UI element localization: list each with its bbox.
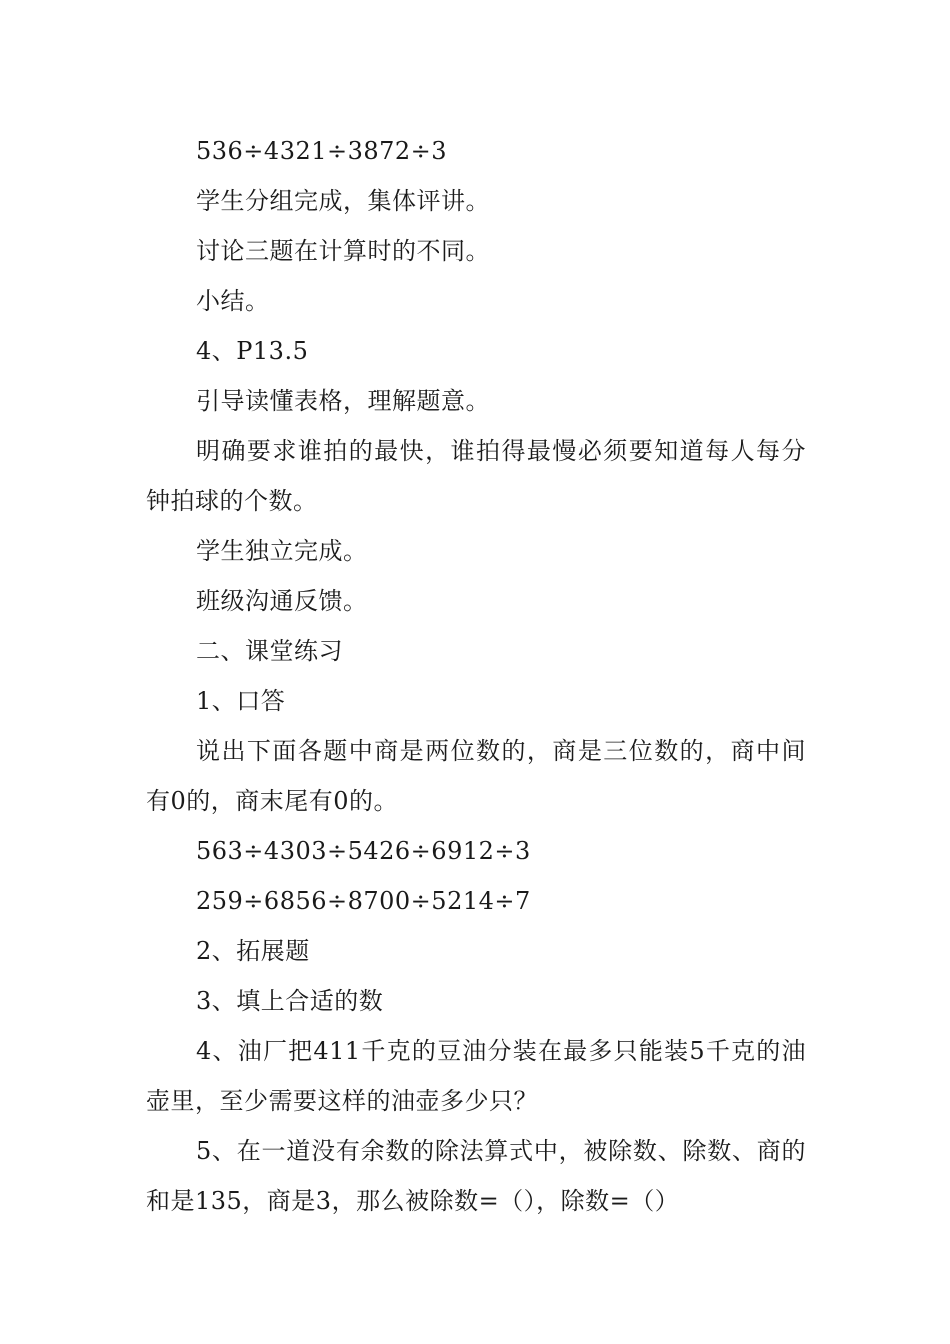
paragraph-oil-problem: 4、油厂把411千克的豆油分装在最多只能装5千克的油壶里，至少需要这样的油壶多少只？	[146, 1037, 806, 1115]
paragraph-fill-numbers: 3、填上合适的数	[196, 987, 384, 1015]
paragraph-group-work: 学生分组完成，集体评讲。	[196, 187, 490, 215]
paragraph-read-table: 引导读懂表格，理解题意。	[196, 387, 490, 415]
paragraph-division-list-1: 536÷4321÷3872÷3	[196, 137, 448, 165]
paragraph-discussion: 讨论三题在计算时的不同。	[196, 237, 490, 265]
paragraph-division-list-2: 563÷4303÷5426÷6912÷3	[196, 837, 531, 865]
paragraph-summary: 小结。	[196, 287, 270, 315]
section-heading-classroom-practice: 二、课堂练习	[196, 637, 343, 665]
paragraph-requirement: 明确要求谁拍的最快，谁拍得最慢必须要知道每人每分钟拍球的个数。	[146, 437, 806, 515]
paragraph-oral-answer: 1、口答	[196, 687, 286, 715]
paragraph-oral-instructions: 说出下面各题中商是两位数的，商是三位数的，商中间有0的，商末尾有0的。	[146, 737, 806, 815]
document-body	[146, 126, 806, 1226]
paragraph-division-list-3: 259÷6856÷8700÷5214÷7	[196, 887, 531, 915]
paragraph-independent-work: 学生独立完成。	[196, 537, 368, 565]
paragraph-item-4-p13: 4、P13.5	[196, 337, 309, 365]
paragraph-extension: 2、拓展题	[196, 937, 310, 965]
paragraph-class-feedback: 班级沟通反馈。	[196, 587, 368, 615]
paragraph-division-problem: 5、在一道没有余数的除法算式中，被除数、除数、商的和是135，商是3，那么被除数=（），除数=（）	[146, 1137, 806, 1215]
